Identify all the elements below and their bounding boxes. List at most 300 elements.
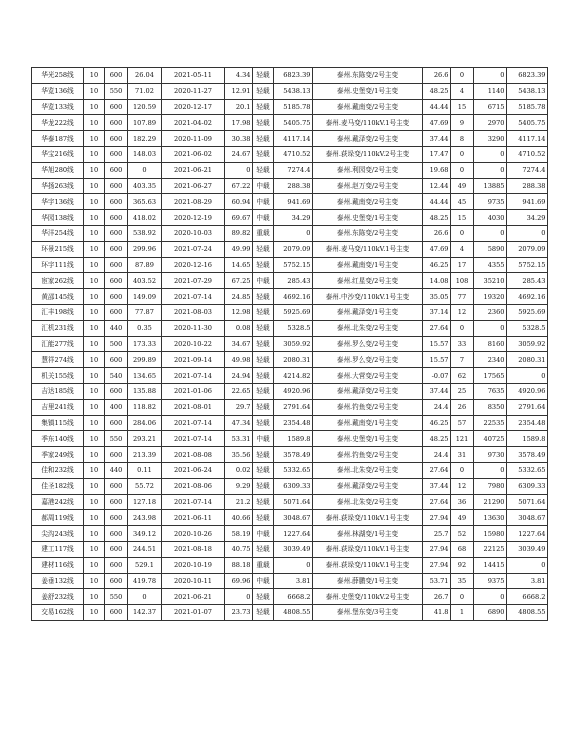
- table-cell: 600: [105, 131, 128, 147]
- table-row: [32, 557, 548, 573]
- table-cell: 540: [105, 368, 128, 384]
- table-cell: 27.94: [423, 541, 451, 557]
- table-cell: 600: [105, 68, 128, 84]
- table-cell: 47.34: [225, 415, 253, 431]
- table-cell: 2021-01-06: [162, 383, 225, 399]
- table-cell: 泰州.戴南变/1号主变: [313, 415, 423, 431]
- table-cell: 2021-07-29: [162, 273, 225, 289]
- table-row: [32, 83, 548, 99]
- table-cell: 34.29: [507, 210, 548, 226]
- table-cell: 2360: [474, 304, 507, 320]
- table-cell: 550: [105, 589, 128, 605]
- table-cell: 10: [84, 589, 105, 605]
- table-cell: 41.8: [423, 605, 451, 621]
- table-cell: 轻载: [253, 257, 274, 273]
- table-cell: 67.22: [225, 178, 253, 194]
- table-cell: 中载: [253, 194, 274, 210]
- table-cell: 285.43: [507, 273, 548, 289]
- table-cell: 中载: [253, 273, 274, 289]
- table-cell: 35.05: [423, 289, 451, 305]
- table-cell: 5752.15: [274, 257, 313, 273]
- table-cell: 轻载: [253, 478, 274, 494]
- table-cell: 4808.55: [274, 605, 313, 621]
- table-cell: 2021-08-08: [162, 447, 225, 463]
- table-cell: 2021-06-11: [162, 510, 225, 526]
- table-cell: 12: [451, 478, 474, 494]
- table-cell: 2970: [474, 115, 507, 131]
- table-cell: 0: [474, 162, 507, 178]
- table-cell: 4: [451, 83, 474, 99]
- table-cell: 213.39: [128, 447, 162, 463]
- table-cell: 0: [507, 368, 548, 384]
- table-cell: 0: [451, 225, 474, 241]
- table-cell: 华宝216线: [32, 146, 84, 162]
- table-cell: 88.18: [225, 557, 253, 573]
- table-cell: 67.25: [225, 273, 253, 289]
- table-cell: 10: [84, 573, 105, 589]
- table-cell: 轻载: [253, 146, 274, 162]
- table-cell: 36: [451, 494, 474, 510]
- table-cell: 中载: [253, 431, 274, 447]
- table-row: [32, 304, 548, 320]
- table-cell: 3.81: [274, 573, 313, 589]
- table-cell: 2021-08-18: [162, 541, 225, 557]
- table-cell: 27.94: [423, 557, 451, 573]
- table-cell: 7: [451, 352, 474, 368]
- table-cell: 244.51: [128, 541, 162, 557]
- table-cell: 建材116线: [32, 557, 84, 573]
- table-cell: 6890: [474, 605, 507, 621]
- table-cell: 5752.15: [507, 257, 548, 273]
- table-cell: 5332.65: [274, 462, 313, 478]
- table-cell: 21290: [474, 494, 507, 510]
- table-cell: 宦家262线: [32, 273, 84, 289]
- table-cell: 24.4: [423, 447, 451, 463]
- table-cell: 3578.49: [507, 447, 548, 463]
- table-cell: 4.34: [225, 68, 253, 84]
- table-row: [32, 368, 548, 384]
- table-cell: 3059.92: [507, 336, 548, 352]
- table-cell: 轻载: [253, 541, 274, 557]
- table-cell: 季家249线: [32, 447, 84, 463]
- table-cell: 0: [474, 146, 507, 162]
- table-cell: 600: [105, 225, 128, 241]
- table-cell: 泰州.钓鱼变/2号主变: [313, 399, 423, 415]
- table-cell: 500: [105, 336, 128, 352]
- table-cell: 2021-07-14: [162, 415, 225, 431]
- table-cell: 48.25: [423, 210, 451, 226]
- table-cell: 汇丰198线: [32, 304, 84, 320]
- table-cell: 轻载: [253, 162, 274, 178]
- table-cell: 127.18: [128, 494, 162, 510]
- table-cell: 120.59: [128, 99, 162, 115]
- table-row: [32, 336, 548, 352]
- table-cell: 0.11: [128, 462, 162, 478]
- table-cell: 2021-07-14: [162, 431, 225, 447]
- table-row: [32, 241, 548, 257]
- table-cell: 泰州.东陈变/2号主变: [313, 68, 423, 84]
- table-cell: 泰州.北朱变/2号主变: [313, 494, 423, 510]
- table-row: [32, 99, 548, 115]
- table-cell: 49: [451, 178, 474, 194]
- table-cell: 10: [84, 541, 105, 557]
- table-cell: 0: [474, 225, 507, 241]
- table-row: [32, 162, 548, 178]
- table-cell: 4030: [474, 210, 507, 226]
- table-cell: 10: [84, 83, 105, 99]
- table-cell: 20.1: [225, 99, 253, 115]
- table-cell: 0: [451, 589, 474, 605]
- table-cell: 交易162线: [32, 605, 84, 621]
- table-row: [32, 605, 548, 621]
- table-cell: 600: [105, 162, 128, 178]
- table-cell: 31: [451, 447, 474, 463]
- table-cell: 泰州.戴泽变/1号主变: [313, 304, 423, 320]
- table-cell: 2020-12-17: [162, 99, 225, 115]
- table-cell: 26.04: [128, 68, 162, 84]
- table-cell: 134.65: [128, 368, 162, 384]
- table-cell: 4920.96: [274, 383, 313, 399]
- table-cell: 15.57: [423, 352, 451, 368]
- table-cell: 600: [105, 304, 128, 320]
- table-cell: 27.64: [423, 494, 451, 510]
- table-cell: 3039.49: [507, 541, 548, 557]
- table-cell: 17: [451, 257, 474, 273]
- table-cell: 19.68: [423, 162, 451, 178]
- table-cell: 6309.33: [274, 478, 313, 494]
- table-cell: 泰州.史堡变/1号主变: [313, 431, 423, 447]
- table-cell: 26: [451, 399, 474, 415]
- table-cell: 293.21: [128, 431, 162, 447]
- table-cell: 泰州.堡东变/3号主变: [313, 605, 423, 621]
- table-cell: 349.12: [128, 526, 162, 542]
- table-cell: 2020-10-19: [162, 557, 225, 573]
- table-cell: 1227.64: [507, 526, 548, 542]
- table-cell: 10: [84, 447, 105, 463]
- table-cell: 14.08: [423, 273, 451, 289]
- table-cell: 2020-11-09: [162, 131, 225, 147]
- table-cell: 87.89: [128, 257, 162, 273]
- table-cell: 泰州.史堡变/1号主变: [313, 83, 423, 99]
- table-row: [32, 431, 548, 447]
- table-cell: 419.78: [128, 573, 162, 589]
- table-cell: 10: [84, 352, 105, 368]
- table-cell: 5071.64: [507, 494, 548, 510]
- table-cell: 9375: [474, 573, 507, 589]
- table-cell: 25: [451, 383, 474, 399]
- table-row: [32, 225, 548, 241]
- table-cell: 2021-08-01: [162, 399, 225, 415]
- table-cell: 69.67: [225, 210, 253, 226]
- table-cell: 24.85: [225, 289, 253, 305]
- table-cell: 15980: [474, 526, 507, 542]
- table-cell: 10: [84, 415, 105, 431]
- table-cell: 泰州.荻垛变/110kV.2号主变: [313, 146, 423, 162]
- table-cell: 600: [105, 99, 128, 115]
- table-cell: 24.4: [423, 399, 451, 415]
- table-cell: 泰州.戴泽变/2号主变: [313, 478, 423, 494]
- table-cell: 泰州.罗么变/2号主变: [313, 336, 423, 352]
- table-cell: 0: [474, 589, 507, 605]
- table-cell: 6668.2: [507, 589, 548, 605]
- table-cell: 550: [105, 431, 128, 447]
- table-cell: 22.65: [225, 383, 253, 399]
- table-cell: 集镇115线: [32, 415, 84, 431]
- table-cell: 21.2: [225, 494, 253, 510]
- table-cell: 7980: [474, 478, 507, 494]
- table-cell: 600: [105, 478, 128, 494]
- table-row: [32, 146, 548, 162]
- table-cell: 600: [105, 194, 128, 210]
- table-cell: 泰州.荻垛变/110kV.1号主变: [313, 557, 423, 573]
- table-cell: 10: [84, 289, 105, 305]
- table-cell: 0: [507, 225, 548, 241]
- table-cell: 泰州.荻垛变/110kV.1号主变: [313, 510, 423, 526]
- table-cell: 46.25: [423, 257, 451, 273]
- table-cell: 33: [451, 336, 474, 352]
- table-cell: 17565: [474, 368, 507, 384]
- table-cell: 10: [84, 462, 105, 478]
- table-cell: 0: [474, 320, 507, 336]
- table-cell: 5438.13: [507, 83, 548, 99]
- table-cell: 0: [451, 162, 474, 178]
- table-cell: 中载: [253, 573, 274, 589]
- table-cell: 10: [84, 115, 105, 131]
- table-row: [32, 68, 548, 84]
- table-cell: 2021-06-27: [162, 178, 225, 194]
- table-cell: 10: [84, 431, 105, 447]
- table-cell: 7274.4: [274, 162, 313, 178]
- table-cell: 600: [105, 605, 128, 621]
- table-cell: 1227.64: [274, 526, 313, 542]
- table-cell: 600: [105, 447, 128, 463]
- table-cell: 44.44: [423, 194, 451, 210]
- table-cell: 600: [105, 352, 128, 368]
- table-cell: 轻载: [253, 115, 274, 131]
- table-cell: 10: [84, 336, 105, 352]
- table-cell: 尖沟243线: [32, 526, 84, 542]
- table-cell: 10: [84, 146, 105, 162]
- table-cell: 5405.75: [274, 115, 313, 131]
- table-cell: 华光258线: [32, 68, 84, 84]
- table-cell: 3578.49: [274, 447, 313, 463]
- table-cell: 10: [84, 304, 105, 320]
- table-cell: 45: [451, 194, 474, 210]
- table-cell: 27.94: [423, 510, 451, 526]
- table-cell: 2020-10-22: [162, 336, 225, 352]
- table-cell: 10: [84, 194, 105, 210]
- table-cell: 2354.48: [507, 415, 548, 431]
- table-cell: 62: [451, 368, 474, 384]
- table-cell: 285.43: [274, 273, 313, 289]
- table-cell: 600: [105, 526, 128, 542]
- table-cell: 0: [451, 320, 474, 336]
- table-cell: 0: [474, 68, 507, 84]
- table-cell: 7635: [474, 383, 507, 399]
- table-cell: 5405.75: [507, 115, 548, 131]
- table-cell: 3290: [474, 131, 507, 147]
- table-cell: 403.52: [128, 273, 162, 289]
- table-cell: 嘉港242线: [32, 494, 84, 510]
- table-cell: 2021-06-21: [162, 589, 225, 605]
- table-cell: 轻载: [253, 368, 274, 384]
- table-cell: 1589.8: [507, 431, 548, 447]
- table-cell: 华洋254线: [32, 225, 84, 241]
- table-cell: 泰州.北朱变/2号主变: [313, 462, 423, 478]
- table-row: [32, 257, 548, 273]
- table-cell: 5328.5: [507, 320, 548, 336]
- table-row: [32, 510, 548, 526]
- table-cell: 4117.14: [507, 131, 548, 147]
- table-cell: 泰州.麦马变/110kV.1号主变: [313, 241, 423, 257]
- table-cell: 0: [128, 162, 162, 178]
- table-cell: 288.38: [274, 178, 313, 194]
- table-cell: 轻载: [253, 383, 274, 399]
- table-cell: 2021-05-11: [162, 68, 225, 84]
- table-cell: 5328.5: [274, 320, 313, 336]
- table-cell: 37.44: [423, 478, 451, 494]
- table-cell: 15: [451, 210, 474, 226]
- table-cell: 泰州.戴南变/1号主变: [313, 257, 423, 273]
- table-cell: 15.57: [423, 336, 451, 352]
- table-cell: 轻载: [253, 589, 274, 605]
- table-cell: 2020-10-11: [162, 573, 225, 589]
- table-cell: 吉里241线: [32, 399, 84, 415]
- table-cell: 泰州.东陈变/2号主变: [313, 225, 423, 241]
- table-cell: 2791.64: [507, 399, 548, 415]
- table-cell: 吉达185线: [32, 383, 84, 399]
- table-cell: 440: [105, 462, 128, 478]
- table-cell: 108: [451, 273, 474, 289]
- table-cell: 4710.52: [274, 146, 313, 162]
- table-cell: 10: [84, 257, 105, 273]
- table-cell: 3.81: [507, 573, 548, 589]
- table-cell: 佳和232线: [32, 462, 84, 478]
- table-cell: 26.6: [423, 68, 451, 84]
- table-cell: 2080.31: [274, 352, 313, 368]
- table-cell: 姜垂132线: [32, 573, 84, 589]
- table-cell: 47.69: [423, 115, 451, 131]
- table-cell: 中载: [253, 178, 274, 194]
- table-cell: 10: [84, 162, 105, 178]
- table-cell: 365.63: [128, 194, 162, 210]
- table-cell: 2020-11-27: [162, 83, 225, 99]
- table-cell: 68: [451, 541, 474, 557]
- table-cell: 慧祥274线: [32, 352, 84, 368]
- table-cell: 57: [451, 415, 474, 431]
- table-cell: -0.07: [423, 368, 451, 384]
- table-cell: 姜舒232线: [32, 589, 84, 605]
- table-cell: 轻载: [253, 241, 274, 257]
- table-cell: 22125: [474, 541, 507, 557]
- table-cell: 0.02: [225, 462, 253, 478]
- table-cell: 10: [84, 383, 105, 399]
- table-cell: 2021-06-21: [162, 162, 225, 178]
- table-cell: 17.47: [423, 146, 451, 162]
- table-cell: 0: [451, 68, 474, 84]
- table-cell: 轻载: [253, 320, 274, 336]
- table-cell: 2020-12-19: [162, 210, 225, 226]
- table-cell: 2079.09: [274, 241, 313, 257]
- table-cell: 建工117线: [32, 541, 84, 557]
- table-cell: 泰州.北朱变/2号主变: [313, 320, 423, 336]
- table-cell: 3048.67: [507, 510, 548, 526]
- table-cell: 0: [451, 462, 474, 478]
- table-cell: 4117.14: [274, 131, 313, 147]
- table-cell: 4: [451, 241, 474, 257]
- table-cell: 2340: [474, 352, 507, 368]
- table-cell: 0: [507, 557, 548, 573]
- table-row: [32, 352, 548, 368]
- table-cell: 泰州.戴泽变/2号主变: [313, 383, 423, 399]
- table-cell: 37.14: [423, 304, 451, 320]
- table-cell: 2021-06-02: [162, 146, 225, 162]
- table-cell: 26.6: [423, 225, 451, 241]
- table-cell: 46.25: [423, 415, 451, 431]
- table-row: [32, 589, 548, 605]
- table-cell: 重载: [253, 225, 274, 241]
- table-cell: 9.29: [225, 478, 253, 494]
- table-cell: 重载: [253, 557, 274, 573]
- table-cell: 1: [451, 605, 474, 621]
- table-cell: 29.7: [225, 399, 253, 415]
- table-cell: 轻载: [253, 447, 274, 463]
- table-cell: 22535: [474, 415, 507, 431]
- table-cell: 2021-07-14: [162, 368, 225, 384]
- table-cell: 243.98: [128, 510, 162, 526]
- table-cell: 89.82: [225, 225, 253, 241]
- table-cell: 53.31: [225, 431, 253, 447]
- table-cell: 郝周119线: [32, 510, 84, 526]
- table-cell: 121: [451, 431, 474, 447]
- table-cell: 142.37: [128, 605, 162, 621]
- table-row: [32, 383, 548, 399]
- table-cell: 泰州.赵万变/2号主变: [313, 178, 423, 194]
- table-cell: 2020-11-30: [162, 320, 225, 336]
- table-row: [32, 210, 548, 226]
- table-cell: 2021-08-06: [162, 478, 225, 494]
- table-cell: 2021-07-14: [162, 289, 225, 305]
- table-cell: 58.19: [225, 526, 253, 542]
- table-cell: 10: [84, 178, 105, 194]
- table-cell: 5332.65: [507, 462, 548, 478]
- table-cell: 华龙222线: [32, 115, 84, 131]
- table-cell: 轻载: [253, 352, 274, 368]
- table-cell: 400: [105, 399, 128, 415]
- table-cell: 9730: [474, 447, 507, 463]
- table-cell: 佳圣182线: [32, 478, 84, 494]
- table-cell: 600: [105, 257, 128, 273]
- table-cell: 4692.16: [507, 289, 548, 305]
- table-row: [32, 399, 548, 415]
- table-cell: 汇机231线: [32, 320, 84, 336]
- table-cell: 37.44: [423, 131, 451, 147]
- table-cell: 泰州.罗么变/2号主变: [313, 352, 423, 368]
- table-cell: 3059.92: [274, 336, 313, 352]
- table-cell: 40725: [474, 431, 507, 447]
- table-cell: 华园138线: [32, 210, 84, 226]
- table-cell: 2021-08-03: [162, 304, 225, 320]
- table-cell: 10: [84, 557, 105, 573]
- table-cell: 8: [451, 131, 474, 147]
- table-cell: 华泰187线: [32, 131, 84, 147]
- table-cell: 4808.55: [507, 605, 548, 621]
- table-cell: 48.25: [423, 431, 451, 447]
- table-cell: 泰州.钓鱼变/2号主变: [313, 447, 423, 463]
- table-row: [32, 573, 548, 589]
- table-cell: 2354.48: [274, 415, 313, 431]
- table-cell: 5925.69: [274, 304, 313, 320]
